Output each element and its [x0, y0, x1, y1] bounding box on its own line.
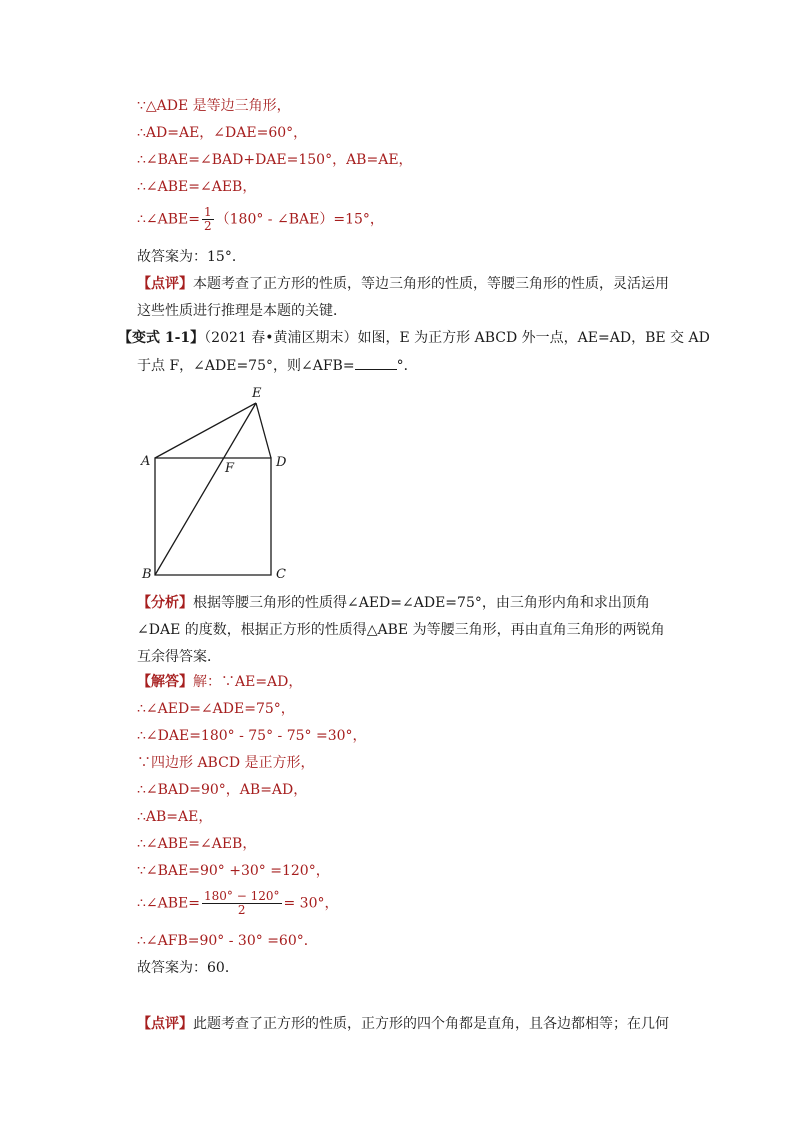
review-line-2: 这些性质进行推理是本题的关键．	[137, 303, 347, 319]
solution-line-6: ∴AB=AE，	[137, 809, 213, 825]
proof-line-2: ∴AD=AE，∠DAE=60°，	[137, 125, 308, 141]
solution-line-9-prefix: ∴∠ABE=	[137, 895, 200, 912]
problem-line-2	[137, 355, 418, 376]
solution-text-1: 解：∵AE=AD，	[193, 674, 303, 690]
analysis-paragraph	[137, 590, 677, 671]
solution-tag: 【解答】	[137, 674, 193, 690]
fraction-angle	[202, 890, 282, 917]
fraction-angle-denominator: 2	[237, 903, 246, 917]
fraction-angle-numerator: 180° − 120°	[204, 889, 280, 903]
proof-line-4: ∴∠ABE=∠AEB，	[137, 179, 257, 195]
solution-line-4: ∵四边形 ABCD 是正方形，	[137, 755, 315, 771]
solution-line-2: ∴∠AED=∠ADE=75°，	[137, 701, 295, 717]
proof-line-5-prefix: ∴∠ABE=	[137, 211, 200, 228]
proof-line-1: ∵△ADE 是等边三角形，	[137, 98, 291, 114]
proof-line-5	[137, 206, 384, 233]
label-d: D	[276, 455, 287, 470]
review2-line	[137, 1014, 669, 1034]
problem-line-1	[118, 328, 710, 348]
solution-line-8: ∵∠BAE=90° +30° =120°，	[137, 863, 330, 879]
segment-de	[256, 403, 271, 458]
problem-text-2-suffix: °．	[396, 358, 418, 374]
solution-line-10: ∴∠AFB=90° - 30° =60°．	[137, 933, 318, 949]
solution-line-3: ∴∠DAE=180° - 75° - 75° =30°，	[137, 728, 367, 744]
review-tag: 【点评】	[137, 276, 193, 292]
solution-line-1	[137, 672, 302, 692]
proof-line-5-suffix: （180° - ∠BAE）=15°，	[215, 211, 384, 228]
solution-line-9-suffix: = 30°，	[283, 895, 339, 912]
problem-text-2: 于点 F，∠ADE=75°，则∠AFB=	[137, 358, 355, 374]
solution-line-5: ∴∠BAD=90°，AB=AD，	[137, 782, 308, 798]
fraction-denominator: 2	[204, 219, 212, 233]
review2-tag: 【点评】	[137, 1016, 193, 1032]
answer-blank	[355, 355, 397, 370]
analysis-tag: 【分析】	[137, 595, 193, 611]
segment-ae	[155, 403, 256, 458]
segment-be	[155, 403, 256, 575]
problem-text-1: （2021 春•黄浦区期末）如图，E 为正方形 ABCD 外一点，AE=AD，BE 交 AD	[204, 330, 710, 346]
solution-line-9	[137, 890, 339, 917]
proof-line-3: ∴∠BAE=∠BAD+DAE=150°，AB=AE，	[137, 152, 413, 168]
fraction-half	[202, 206, 214, 233]
problem-tag: 【变式 1-1】	[118, 330, 205, 346]
label-a: A	[141, 454, 151, 469]
review-text-1: 本题考查了正方形的性质，等边三角形的性质，等腰三角形的性质，灵活运用	[193, 276, 669, 292]
geometry-figure	[130, 380, 310, 585]
answer-line-1: 故答案为：15°．	[137, 249, 246, 265]
solution-line-7: ∴∠ABE=∠AEB，	[137, 836, 257, 852]
review2-text: 此题考查了正方形的性质，正方形的四个角都是直角，且各边都相等；在几何	[193, 1016, 669, 1032]
label-f: F	[225, 461, 235, 476]
label-b: B	[142, 567, 152, 582]
answer-line-2: 故答案为：60．	[137, 960, 239, 976]
review-line-1	[137, 274, 669, 294]
analysis-text: 根据等腰三角形的性质得∠AED=∠ADE=75°，由三角形内角和求出顶角∠DAE 的度数，根据正方形的性质得△ABE 为等腰三角形，再由直角三角形的两锐角互余得答案．	[137, 595, 665, 665]
label-e: E	[252, 386, 262, 401]
fraction-numerator: 1	[204, 205, 212, 219]
label-c: C	[276, 567, 286, 582]
